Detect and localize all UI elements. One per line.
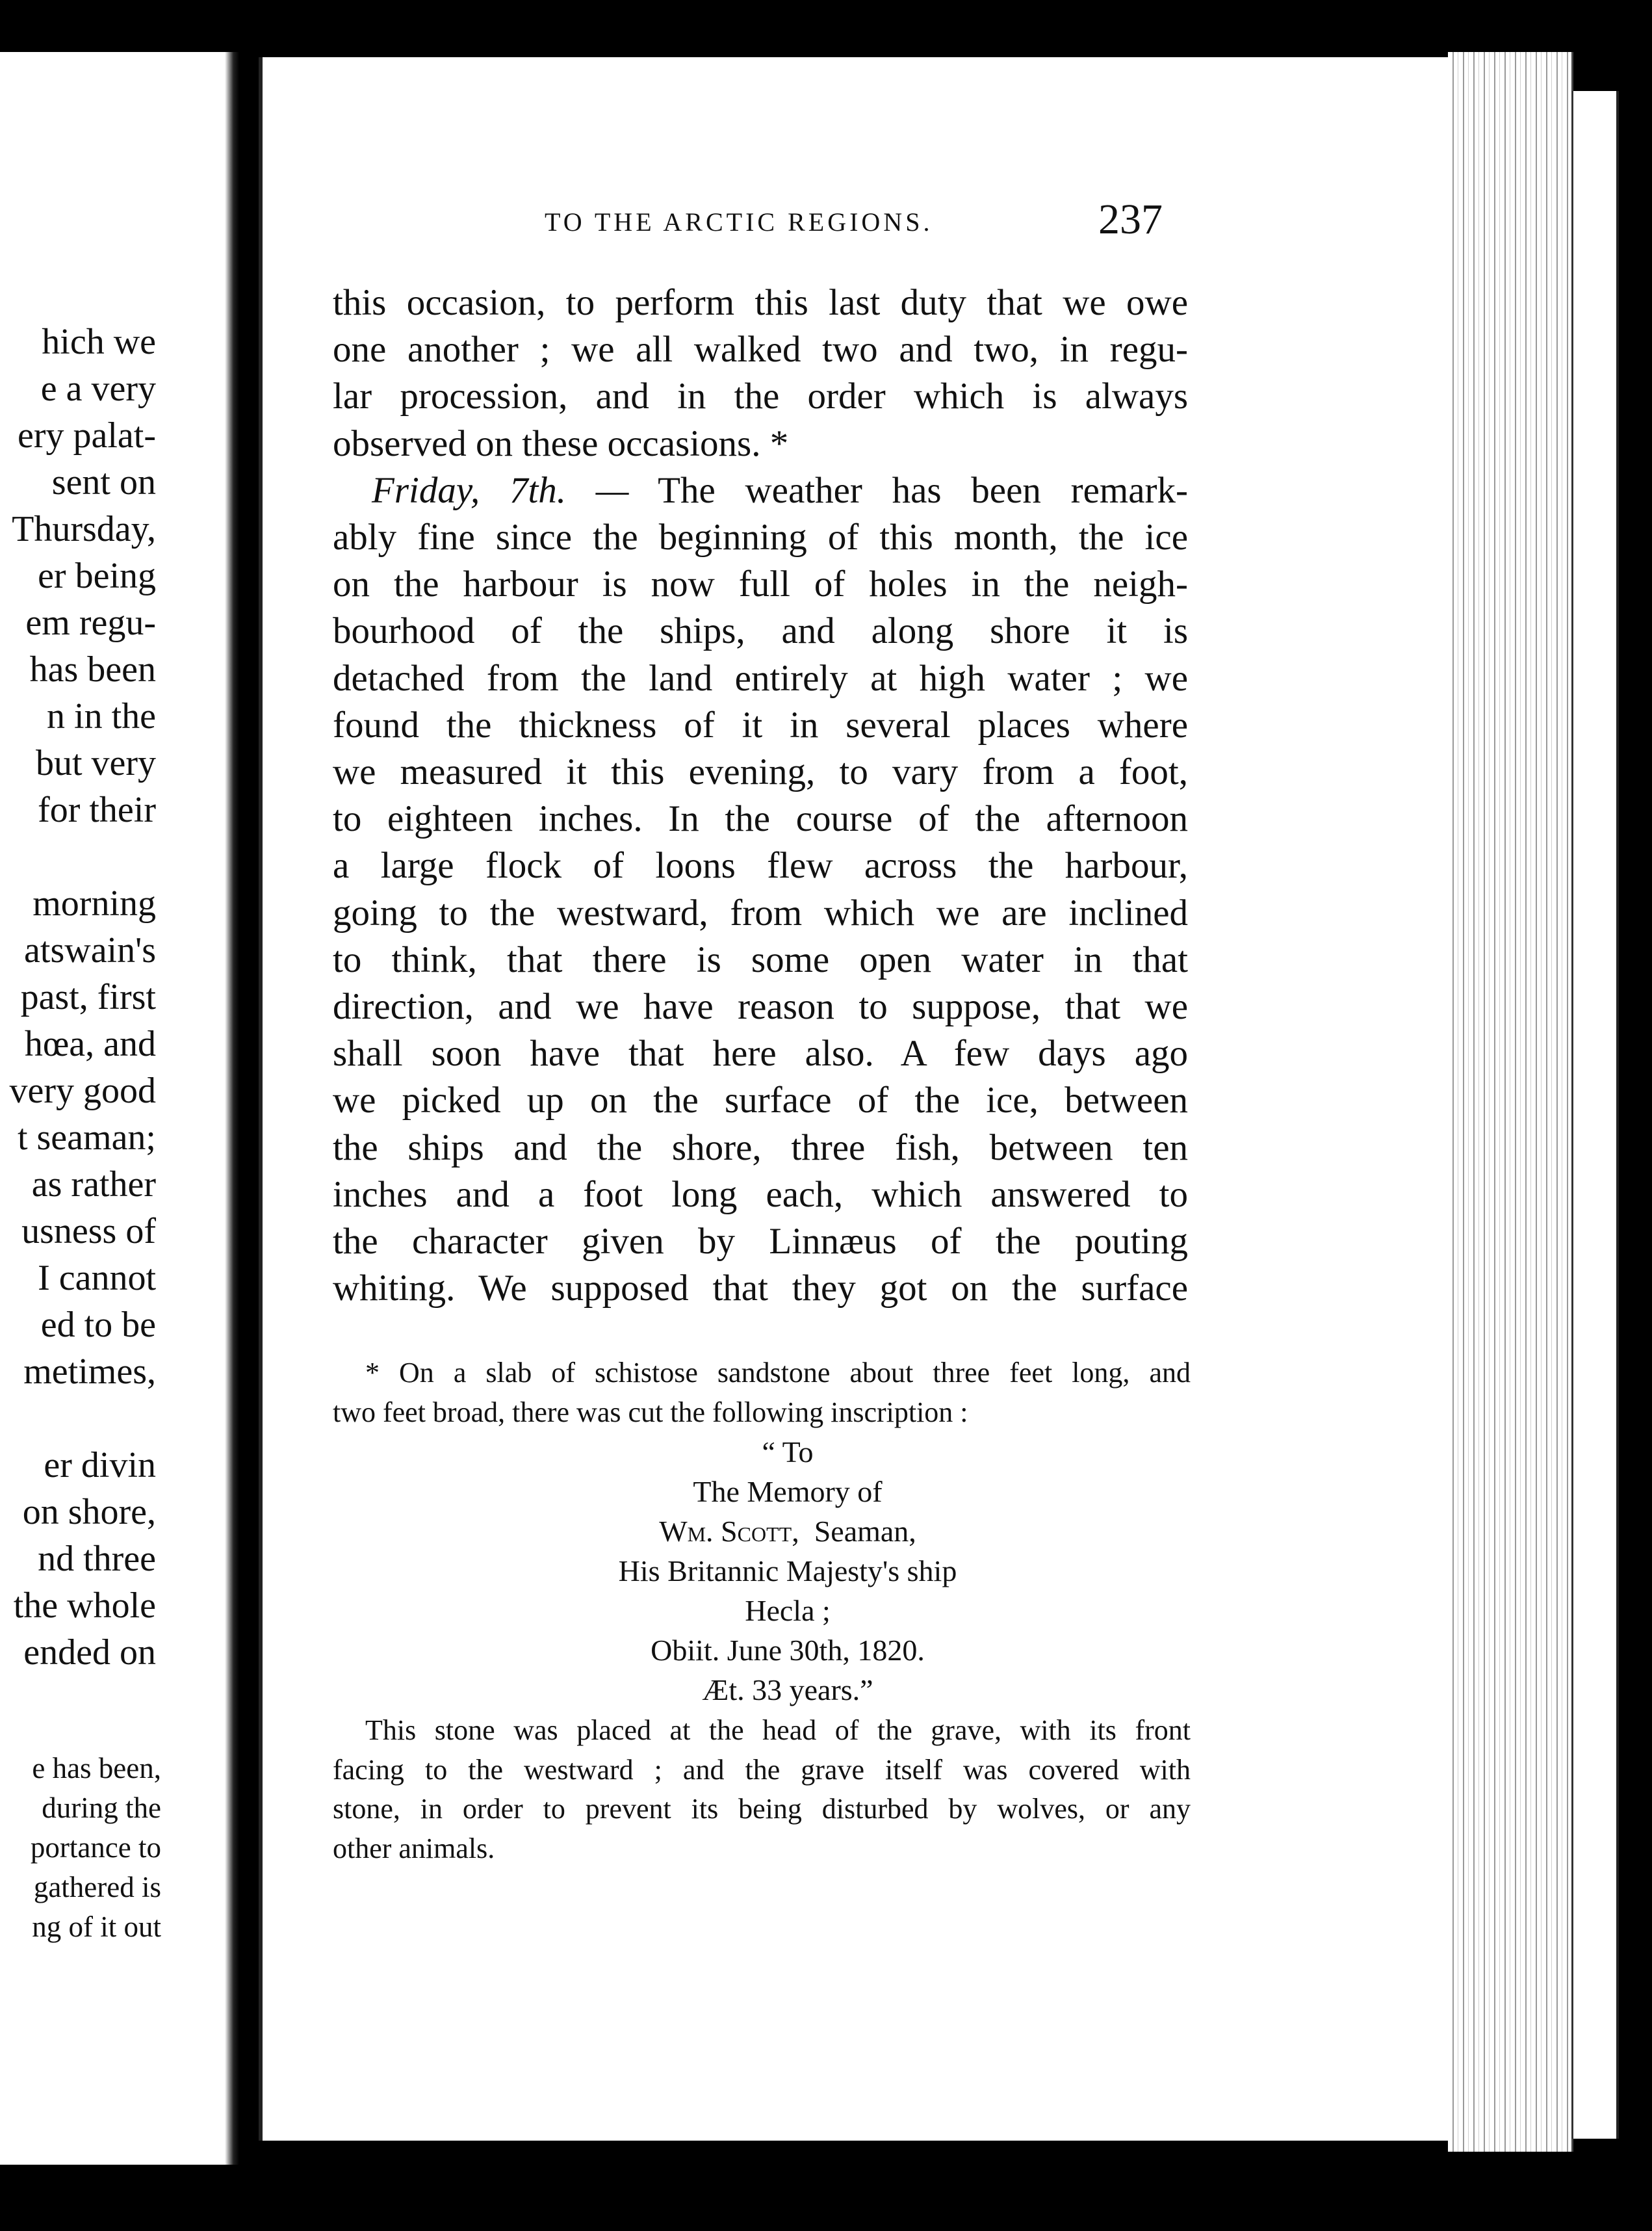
footnote-line: * On a slab of schistose sandstone about three feet long, and (365, 1357, 1191, 1389)
date-heading: Friday, 7th. — (372, 469, 629, 511)
left-line: atswain's (24, 930, 156, 971)
left-line: er being (38, 556, 156, 596)
inscription-line: Obiit. June 30th, 1820. (651, 1634, 925, 1667)
left-note-line: e has been, (32, 1752, 161, 1784)
left-line: ed to be (40, 1305, 156, 1345)
body-line: direction, and we have reason to suppose, that we (333, 986, 1188, 1028)
body-line: the character given by Linnæus of the pouting (333, 1221, 1188, 1262)
footnote (333, 1353, 1191, 1868)
left-line: I cannot (38, 1258, 156, 1298)
book-gutter (225, 52, 239, 2165)
left-page-text (0, 319, 156, 1676)
left-line: ery palat- (18, 415, 156, 456)
inscription-line: Hecla ; (745, 1594, 831, 1627)
left-page-footnote (0, 1749, 161, 1947)
page-number: 237 (1098, 196, 1163, 243)
left-line: hœa, and (24, 1024, 156, 1064)
left-line: usness of (21, 1211, 156, 1251)
body-line-text: The weather has been remark- (658, 469, 1188, 511)
body-line: this occasion, to perform this last duty that we owe (333, 282, 1188, 323)
left-line: the whole (13, 1585, 156, 1626)
left-line: as rather (31, 1164, 156, 1205)
left-note-line: ng of it out (32, 1911, 161, 1943)
left-line: on shore, (22, 1492, 156, 1532)
left-line: er divin (44, 1445, 156, 1485)
body-line: going to the westward, from which we are inclined (333, 892, 1188, 933)
body-line: we measured it this evening, to vary from a foot, (333, 751, 1188, 793)
body-line: shall soon have that here also. A few days ago (333, 1033, 1188, 1075)
left-line: metimes, (23, 1351, 156, 1392)
left-page-fragment (0, 52, 239, 2165)
running-head: TO THE ARCTIC REGIONS. (545, 207, 933, 237)
left-line: past, first (20, 977, 156, 1017)
footnote-line: other animals. (333, 1832, 495, 1864)
left-line: t seaman; (17, 1117, 156, 1158)
page-fore-edge (1448, 52, 1573, 2152)
page-fore-edge-outer (1571, 91, 1619, 2139)
inscription-name-line (359, 1511, 1217, 1551)
body-line: one another ; we all walked two and two, in regu- (333, 329, 1188, 371)
left-line: but very (35, 743, 156, 783)
left-line: for their (38, 790, 156, 830)
footnote-line: This stone was placed at the head of the grave, with its front (365, 1714, 1191, 1746)
body-line: to think, that there is some open water in that (333, 939, 1188, 980)
left-line: very good (9, 1071, 156, 1111)
body-line: inches and a foot long each, which answered to (333, 1173, 1188, 1215)
left-line: em regu- (25, 603, 156, 643)
body-line: we picked up on the surface of the ice, between (333, 1080, 1188, 1121)
inscription-line: “ To (762, 1435, 814, 1468)
left-line: e a very (40, 369, 156, 409)
body-line: observed on these occasions. * (333, 423, 789, 464)
inscription-line: His Britannic Majesty's ship (618, 1554, 957, 1587)
left-line: n in the (47, 696, 156, 737)
inscription-line: Æt. 33 years.” (702, 1673, 873, 1706)
left-line: nd three (38, 1539, 156, 1579)
footnote-line: facing to the westward ; and the grave itself was covered with (333, 1753, 1191, 1786)
inscription-name: Wm. Scott, (659, 1515, 799, 1548)
footnote-line: two feet broad, there was cut the following inscription : (333, 1396, 968, 1428)
left-line: ended on (23, 1632, 156, 1673)
left-note-line: portance to (30, 1831, 161, 1864)
left-line: has been (29, 649, 156, 690)
body-line: bourhood of the ships, and along shore it is (333, 610, 1188, 652)
body-line: a large flock of loons flew across the harbour, (333, 845, 1188, 887)
footnote-line: stone, in order to prevent its being disturbed by wolves, or any (333, 1793, 1191, 1825)
body-line: to eighteen inches. In the course of the afternoon (333, 798, 1188, 840)
left-line: hich we (42, 322, 156, 362)
left-line-blank (0, 1395, 156, 1442)
body-line: ably fine since the beginning of this month, the ice (333, 517, 1188, 558)
left-note-line: gathered is (33, 1871, 161, 1903)
body-line: found the thickness of it in several places where (333, 704, 1188, 746)
left-line-blank (0, 833, 156, 880)
body-line: on the harbour is now full of holes in the neigh- (333, 564, 1188, 605)
body-text (333, 280, 1188, 1312)
body-line-with-date (333, 467, 1188, 514)
body-line: lar procession, and in the order which is always (333, 376, 1188, 417)
left-line: morning (32, 883, 156, 924)
inscription-line: The Memory of (693, 1475, 883, 1508)
body-line: whiting. We supposed that they got on the surface (333, 1268, 1188, 1309)
inscription-rank: Seaman, (814, 1515, 916, 1548)
inscription (333, 1432, 1217, 1710)
left-line: sent on (51, 462, 156, 502)
left-line: Thursday, (12, 509, 156, 549)
left-note-line: during the (42, 1792, 161, 1824)
body-line: the ships and the shore, three fish, between ten (333, 1127, 1188, 1168)
body-line: detached from the land entirely at high water ; we (333, 657, 1188, 699)
